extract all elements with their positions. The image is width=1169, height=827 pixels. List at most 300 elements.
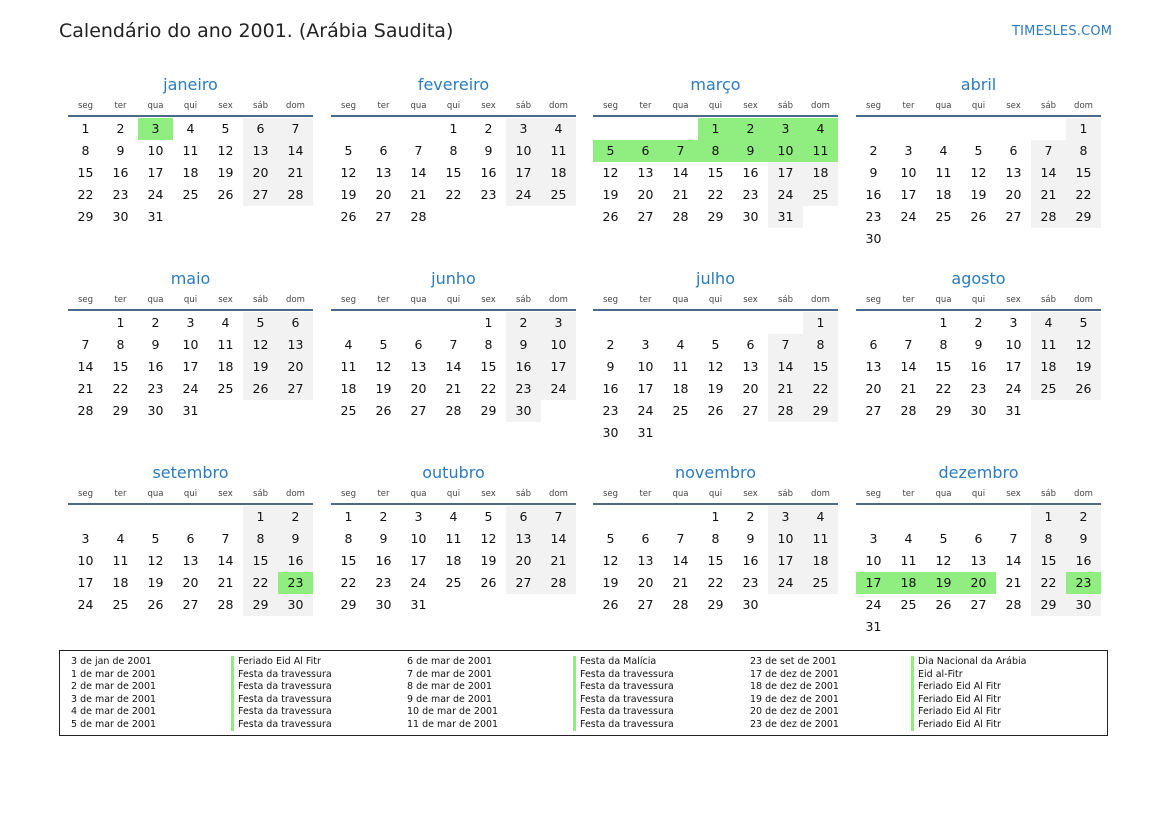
weekday-label: qua — [935, 295, 952, 305]
day-cell: 17 — [410, 553, 427, 568]
empty-cell — [698, 312, 733, 334]
empty-cell — [996, 506, 1031, 528]
legend-date: 1 de mar de 2001 — [71, 668, 157, 680]
legend-date: 2 de mar de 2001 — [71, 681, 157, 692]
day-cell: 22 — [112, 381, 129, 396]
day-cell: 14 — [672, 165, 689, 180]
day-cell: 10 — [410, 531, 427, 546]
day-cell: 20 — [637, 187, 654, 202]
day-cell: 19 — [1066, 356, 1101, 378]
empty-cell — [663, 118, 698, 140]
empty-cell — [401, 312, 436, 334]
day-cell: 16 — [375, 553, 392, 568]
day-cell: 19 — [602, 187, 619, 202]
month-name: setembro — [152, 463, 229, 482]
days-grid — [856, 506, 1101, 638]
day-cell: 18 — [803, 162, 838, 184]
day-cell: 5 — [221, 121, 230, 136]
day-cell: 3 — [768, 506, 803, 528]
legend-holiday-name: Feriado Eid Al Fitr — [911, 681, 1081, 694]
day-cell: 29 — [935, 403, 952, 418]
day-cell: 6 — [278, 312, 313, 334]
day-cell: 8 — [803, 334, 838, 356]
day-cell: 22 — [445, 187, 462, 202]
day-cell: 9 — [1066, 528, 1101, 550]
empty-cell — [961, 506, 996, 528]
month-maio — [68, 266, 313, 422]
day-cell: 5 — [484, 509, 493, 524]
day-cell: 22 — [1066, 184, 1101, 206]
day-cell: 13 — [278, 334, 313, 356]
weekday-label: sáb — [1040, 101, 1057, 111]
empty-cell — [926, 506, 961, 528]
day-cell: 4 — [1031, 312, 1066, 334]
empty-cell — [331, 118, 366, 140]
day-cell: 21 — [768, 378, 803, 400]
day-cell: 2 — [1066, 506, 1101, 528]
weekday-label: seg — [602, 295, 619, 305]
day-cell: 1 — [449, 121, 458, 136]
day-cell: 14 — [672, 553, 689, 568]
weekday-header — [331, 486, 576, 505]
day-cell: 13 — [865, 359, 882, 374]
weekday-label: dom — [286, 489, 305, 499]
day-cell: 13 — [1005, 165, 1022, 180]
day-cell: 4 — [344, 337, 353, 352]
month-name: março — [690, 75, 741, 94]
day-cell: 17 — [147, 165, 164, 180]
empty-cell — [436, 312, 471, 334]
day-cell: 10 — [900, 165, 917, 180]
day-cell: 13 — [375, 165, 392, 180]
day-cell: 9 — [974, 337, 983, 352]
day-cell: 18 — [803, 550, 838, 572]
day-cell: 25 — [182, 187, 199, 202]
holiday-day: 7 — [663, 140, 698, 162]
day-cell: 18 — [112, 575, 129, 590]
day-cell: 10 — [182, 337, 199, 352]
day-cell: 16 — [602, 381, 619, 396]
weekday-label: sáb — [777, 295, 794, 305]
day-cell: 2 — [484, 121, 493, 136]
day-cell: 18 — [541, 162, 576, 184]
holiday-day: 23 — [1066, 572, 1101, 594]
day-cell: 20 — [637, 575, 654, 590]
day-cell: 1 — [711, 509, 720, 524]
day-cell: 23 — [375, 575, 392, 590]
day-cell: 27 — [278, 378, 313, 400]
day-cell: 19 — [217, 165, 234, 180]
day-cell: 31 — [768, 206, 803, 228]
holiday-day: 1 — [698, 118, 733, 140]
empty-cell — [856, 312, 891, 334]
day-cell: 18 — [445, 553, 462, 568]
weekday-label: qui — [708, 295, 723, 305]
day-cell: 29 — [480, 403, 497, 418]
day-cell: 27 — [637, 209, 654, 224]
weekday-label: seg — [340, 295, 357, 305]
day-cell: 14 — [217, 553, 234, 568]
day-cell: 22 — [243, 572, 278, 594]
weekday-label: sáb — [252, 489, 269, 499]
day-cell: 3 — [869, 531, 878, 546]
day-cell: 11 — [900, 553, 917, 568]
day-cell: 28 — [672, 597, 689, 612]
day-cell: 22 — [1031, 572, 1066, 594]
day-cell: 25 — [672, 403, 689, 418]
days-grid — [331, 506, 576, 616]
weekday-label: ter — [639, 489, 652, 499]
day-cell: 16 — [970, 359, 987, 374]
day-cell: 7 — [904, 337, 913, 352]
day-cell: 11 — [803, 528, 838, 550]
day-cell: 21 — [1005, 575, 1022, 590]
day-cell: 27 — [182, 597, 199, 612]
days-grid — [68, 506, 313, 616]
day-cell: 3 — [81, 531, 90, 546]
holiday-day: 3 — [768, 118, 803, 140]
day-cell: 14 — [768, 356, 803, 378]
day-cell: 3 — [904, 143, 913, 158]
weekday-label: qua — [147, 489, 164, 499]
day-cell: 26 — [707, 403, 724, 418]
day-cell: 30 — [278, 594, 313, 616]
day-cell: 6 — [974, 531, 983, 546]
day-cell: 26 — [375, 403, 392, 418]
empty-cell — [856, 118, 891, 140]
day-cell: 20 — [410, 381, 427, 396]
day-cell: 22 — [803, 378, 838, 400]
day-cell: 29 — [1031, 594, 1066, 616]
day-cell: 17 — [541, 356, 576, 378]
day-cell: 27 — [506, 572, 541, 594]
day-cell: 24 — [1005, 381, 1022, 396]
day-cell: 31 — [865, 619, 882, 634]
day-cell: 10 — [1005, 337, 1022, 352]
day-cell: 4 — [541, 118, 576, 140]
day-cell: 15 — [935, 359, 952, 374]
day-cell: 21 — [410, 187, 427, 202]
day-cell: 2 — [974, 315, 983, 330]
day-cell: 27 — [410, 403, 427, 418]
day-cell: 4 — [904, 531, 913, 546]
holiday-day: 6 — [628, 140, 663, 162]
site-link[interactable]: TIMESLES.COM — [1012, 24, 1113, 39]
day-cell: 25 — [340, 403, 357, 418]
day-cell: 23 — [602, 403, 619, 418]
legend-date: 11 de mar de 2001 — [407, 718, 499, 730]
weekday-label: sáb — [515, 295, 532, 305]
empty-cell — [628, 506, 663, 528]
day-cell: 15 — [243, 550, 278, 572]
day-cell: 30 — [742, 209, 759, 224]
holiday-day: 11 — [803, 140, 838, 162]
month-abril — [856, 72, 1101, 250]
day-cell: 4 — [676, 337, 685, 352]
month-name: agosto — [951, 269, 1006, 288]
day-cell: 28 — [1031, 206, 1066, 228]
day-cell: 25 — [445, 575, 462, 590]
weekday-label: ter — [639, 101, 652, 111]
legend-holiday-name: Festa da travessura — [573, 681, 743, 694]
day-cell: 24 — [865, 597, 882, 612]
legend-date: 7 de mar de 2001 — [407, 668, 493, 680]
day-cell: 15 — [112, 359, 129, 374]
weekday-label: qui — [183, 295, 198, 305]
day-cell: 16 — [742, 553, 759, 568]
day-cell: 23 — [742, 187, 759, 202]
weekday-label: seg — [340, 489, 357, 499]
day-cell: 30 — [602, 425, 619, 440]
empty-cell — [593, 312, 628, 334]
day-cell: 9 — [484, 143, 493, 158]
day-cell: 3 — [506, 118, 541, 140]
day-cell: 1 — [1066, 118, 1101, 140]
day-cell: 13 — [410, 359, 427, 374]
weekday-header — [856, 486, 1101, 505]
day-cell: 9 — [151, 337, 160, 352]
weekday-label: qui — [971, 489, 986, 499]
weekday-label: qui — [183, 101, 198, 111]
day-cell: 16 — [506, 356, 541, 378]
weekday-label: dom — [1074, 101, 1093, 111]
day-cell: 10 — [77, 553, 94, 568]
legend-date: 6 de mar de 2001 — [407, 656, 493, 667]
month-janeiro — [68, 72, 313, 228]
legend-holiday-name: Festa da travessura — [573, 719, 743, 732]
empty-cell — [103, 506, 138, 528]
day-cell: 6 — [869, 337, 878, 352]
legend-dates-column — [71, 656, 231, 731]
legend-holiday-name: Festa da travessura — [231, 694, 401, 707]
legend-date: 8 de mar de 2001 — [407, 681, 493, 692]
day-cell: 5 — [974, 143, 983, 158]
day-cell: 12 — [1066, 334, 1101, 356]
day-cell: 21 — [900, 381, 917, 396]
weekday-label: qui — [446, 295, 461, 305]
legend-holiday-name: Festa da travessura — [231, 706, 401, 719]
day-cell: 24 — [900, 209, 917, 224]
day-cell: 7 — [768, 334, 803, 356]
day-cell: 2 — [116, 121, 125, 136]
empty-cell — [1031, 118, 1066, 140]
empty-cell — [138, 506, 173, 528]
day-cell: 19 — [147, 575, 164, 590]
day-cell: 2 — [506, 312, 541, 334]
legend-holiday-name: Festa da travessura — [231, 681, 401, 694]
empty-cell — [961, 118, 996, 140]
month-julho — [593, 266, 838, 444]
day-cell: 26 — [1066, 378, 1101, 400]
empty-cell — [663, 312, 698, 334]
weekday-label: sex — [1006, 489, 1021, 499]
legend-date: 17 de dez de 2001 — [750, 668, 839, 680]
day-cell: 26 — [602, 209, 619, 224]
empty-cell — [628, 118, 663, 140]
weekday-header — [593, 486, 838, 505]
day-cell: 8 — [81, 143, 90, 158]
weekday-label: sex — [481, 295, 496, 305]
day-cell: 11 — [1031, 334, 1066, 356]
weekday-label: ter — [902, 295, 915, 305]
weekday-label: qui — [708, 489, 723, 499]
day-cell: 25 — [1031, 378, 1066, 400]
day-cell: 5 — [344, 143, 353, 158]
day-cell: 2 — [606, 337, 615, 352]
month-setembro — [68, 460, 313, 616]
day-cell: 24 — [77, 597, 94, 612]
day-cell: 31 — [182, 403, 199, 418]
day-cell: 30 — [865, 231, 882, 246]
day-cell: 5 — [606, 531, 615, 546]
legend-date: 3 de jan de 2001 — [71, 656, 152, 667]
day-cell: 31 — [410, 597, 427, 612]
day-cell: 18 — [340, 381, 357, 396]
day-cell: 15 — [1031, 550, 1066, 572]
day-cell: 9 — [379, 531, 388, 546]
weekday-label: seg — [865, 101, 882, 111]
day-cell: 19 — [480, 553, 497, 568]
day-cell: 2 — [278, 506, 313, 528]
day-cell: 1 — [484, 315, 493, 330]
weekday-label: sex — [481, 489, 496, 499]
day-cell: 12 — [217, 143, 234, 158]
day-cell: 27 — [637, 597, 654, 612]
weekday-label: sáb — [1040, 295, 1057, 305]
days-grid — [68, 118, 313, 228]
day-cell: 6 — [1009, 143, 1018, 158]
day-cell: 14 — [1005, 553, 1022, 568]
day-cell: 8 — [344, 531, 353, 546]
day-cell: 21 — [541, 550, 576, 572]
weekday-label: sáb — [515, 101, 532, 111]
day-cell: 14 — [900, 359, 917, 374]
weekday-label: ter — [114, 489, 127, 499]
day-cell: 11 — [541, 140, 576, 162]
weekday-label: ter — [377, 489, 390, 499]
weekday-label: ter — [639, 295, 652, 305]
legend-names-column — [573, 656, 743, 731]
legend-holiday-name: Dia Nacional da Arábia — [911, 656, 1081, 669]
day-cell: 7 — [676, 531, 685, 546]
day-cell: 31 — [1005, 403, 1022, 418]
day-cell: 23 — [865, 209, 882, 224]
day-cell: 28 — [410, 209, 427, 224]
day-cell: 27 — [243, 184, 278, 206]
day-cell: 21 — [217, 575, 234, 590]
weekday-label: ter — [902, 489, 915, 499]
weekday-header — [68, 292, 313, 311]
weekday-label: seg — [865, 489, 882, 499]
day-cell: 1 — [243, 506, 278, 528]
legend-date: 18 de dez de 2001 — [750, 681, 839, 692]
weekday-header — [856, 292, 1101, 311]
month-agosto — [856, 266, 1101, 422]
empty-cell — [68, 506, 103, 528]
day-cell: 23 — [742, 575, 759, 590]
legend-date: 5 de mar de 2001 — [71, 718, 157, 730]
day-cell: 21 — [77, 381, 94, 396]
day-cell: 28 — [445, 403, 462, 418]
weekday-label: sex — [218, 295, 233, 305]
day-cell: 17 — [900, 187, 917, 202]
weekday-label: qua — [410, 489, 427, 499]
day-cell: 31 — [147, 209, 164, 224]
day-cell: 17 — [77, 575, 94, 590]
day-cell: 14 — [77, 359, 94, 374]
weekday-label: sex — [743, 101, 758, 111]
weekday-label: seg — [602, 101, 619, 111]
day-cell: 28 — [1005, 597, 1022, 612]
weekday-header — [856, 98, 1101, 117]
day-cell: 21 — [1031, 184, 1066, 206]
legend-date: 4 de mar de 2001 — [71, 706, 157, 717]
day-cell: 22 — [480, 381, 497, 396]
day-cell: 30 — [375, 597, 392, 612]
day-cell: 4 — [221, 315, 230, 330]
day-cell: 24 — [410, 575, 427, 590]
month-name: abril — [960, 75, 997, 94]
day-cell: 15 — [480, 359, 497, 374]
day-cell: 1 — [1031, 506, 1066, 528]
day-cell: 14 — [1031, 162, 1066, 184]
weekday-label: sáb — [252, 295, 269, 305]
day-cell: 5 — [151, 531, 160, 546]
day-cell: 24 — [506, 184, 541, 206]
day-cell: 17 — [768, 162, 803, 184]
day-cell: 22 — [707, 187, 724, 202]
day-cell: 16 — [147, 359, 164, 374]
legend-names-column — [231, 656, 401, 731]
day-cell: 20 — [278, 356, 313, 378]
weekday-label: dom — [549, 489, 568, 499]
day-cell: 12 — [602, 553, 619, 568]
weekday-label: qua — [410, 295, 427, 305]
day-cell: 11 — [217, 337, 234, 352]
day-cell: 5 — [379, 337, 388, 352]
day-cell: 8 — [243, 528, 278, 550]
day-cell: 6 — [641, 531, 650, 546]
day-cell: 5 — [243, 312, 278, 334]
month-name: outubro — [422, 463, 485, 482]
day-cell: 7 — [414, 143, 423, 158]
day-cell: 8 — [711, 531, 720, 546]
day-cell: 17 — [768, 550, 803, 572]
day-cell: 10 — [865, 553, 882, 568]
day-cell: 26 — [217, 187, 234, 202]
day-cell: 6 — [186, 531, 195, 546]
day-cell: 6 — [243, 118, 278, 140]
day-cell: 6 — [414, 337, 423, 352]
day-cell: 9 — [746, 531, 755, 546]
weekday-label: qui — [971, 295, 986, 305]
day-cell: 9 — [869, 165, 878, 180]
holiday-day: 9 — [733, 140, 768, 162]
holiday-day: 5 — [593, 140, 628, 162]
day-cell: 29 — [77, 209, 94, 224]
legend-holiday-name: Feriado Eid Al Fitr — [911, 694, 1081, 707]
weekday-label: qui — [183, 489, 198, 499]
weekday-label: dom — [811, 101, 830, 111]
day-cell: 16 — [112, 165, 129, 180]
weekday-label: seg — [340, 101, 357, 111]
empty-cell — [768, 312, 803, 334]
month-name: julho — [696, 269, 735, 288]
day-cell: 8 — [1066, 140, 1101, 162]
day-cell: 18 — [935, 187, 952, 202]
day-cell: 8 — [116, 337, 125, 352]
day-cell: 16 — [278, 550, 313, 572]
